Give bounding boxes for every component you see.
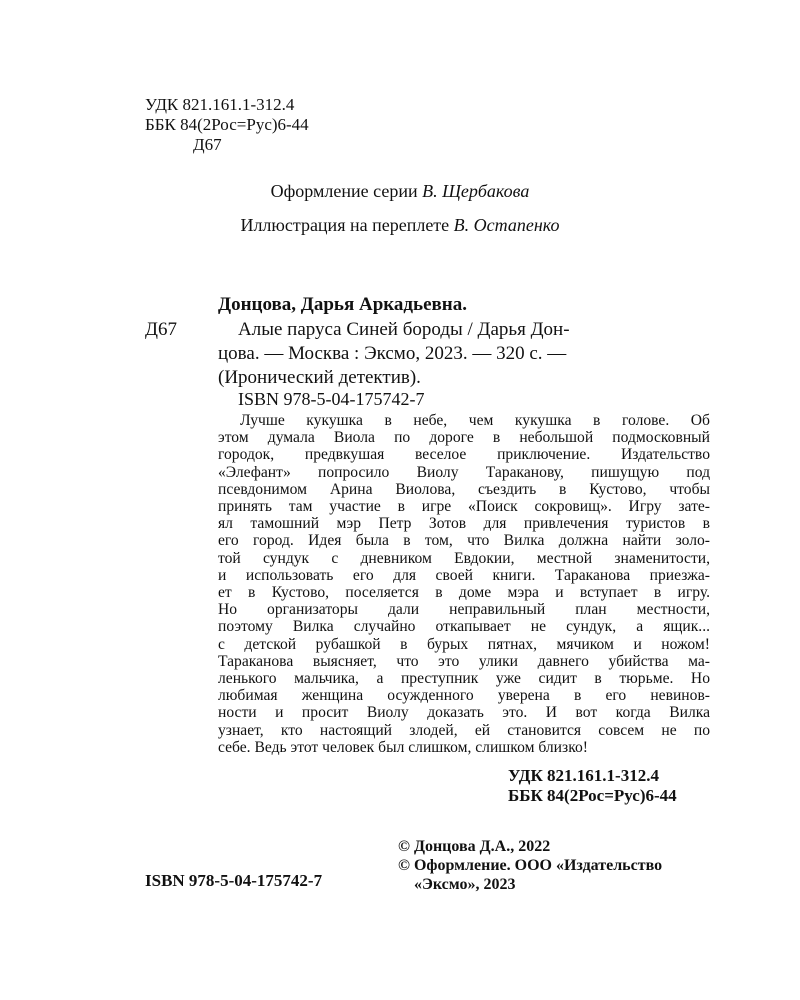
copyright-author: © Донцова Д.А., 2022 <box>398 838 551 855</box>
annotation-line: с детской рубашкой в бурых пятнах, мячиком и ножом! <box>218 635 710 653</box>
annotation-line: узнает, кто настоящий злодей, ей становится совсем не по <box>218 721 710 739</box>
annotation-line: ности и просит Виолу доказать это. И вот когда Вилка <box>218 704 710 722</box>
udk-code: УДК 821.161.1-312.4 <box>145 95 295 114</box>
author-name: Донцова, Дарья Аркадьевна. <box>218 294 467 315</box>
annotation-line: Лучше кукушка в небе, чем кукушка в голове. Об <box>240 412 710 429</box>
annotation-line: любимая женщина осужденного уверена в его невинов- <box>218 687 710 705</box>
record-author-code: Д67 <box>145 319 177 340</box>
series-design-credit <box>0 179 800 203</box>
copyright-design-cont: «Эксмо», 2023 <box>414 876 516 893</box>
annotation-line: Но организаторы дали неправильный план местности, <box>218 601 710 619</box>
annotation <box>218 412 710 756</box>
isbn-bottom: ISBN 978-5-04-175742-7 <box>145 871 323 890</box>
annotation-line: Тараканова выясняет, что это улики давнего убийства ма- <box>218 652 710 670</box>
bbk-code-bottom: ББК 84(2Рос=Рус)6-44 <box>508 786 677 805</box>
annotation-line: его город. Идея была в том, что Вилка должна найти золо- <box>218 532 710 550</box>
annotation-line: ял тамошний мэр Петр Зотов для привлечения туристов в <box>218 515 710 533</box>
annotation-line: «Элефант» попросило Виолу Тараканову, пишущую под <box>218 463 710 481</box>
annotation-line: городок, предвкушая веселое приключение. Издательство <box>218 446 710 464</box>
bbk-code: ББК 84(2Рос=Рус)6-44 <box>145 115 309 134</box>
annotation-line: этом думала Виола по дороге в небольшой подмосковный <box>218 429 710 447</box>
copyright-design: © Оформление. ООО «Издательство <box>398 857 663 874</box>
cover-illustration-name: В. Остапенко <box>453 215 560 235</box>
annotation-line: ленького мальчика, а преступник уже сидит в тюрьме. Но <box>218 670 710 688</box>
udk-code-bottom: УДК 821.161.1-312.4 <box>508 766 659 785</box>
annotation-line: псевдонимом Арина Виолова, съездить в Кустово, чтобы <box>218 480 710 498</box>
annotation-line: поэтому Вилка случайно откапывает не сундук, а ящик... <box>218 618 710 636</box>
annotation-line: себе. Ведь этот человек был слишком, слишком близко! <box>218 738 588 756</box>
cover-illustration-label: Иллюстрация на переплете <box>240 215 450 235</box>
author-sign-code: Д67 <box>193 135 222 154</box>
description-line: (Иронический детектив). <box>218 367 421 388</box>
description-line: цова. — Москва : Эксмо, 2023. — 320 с. — <box>218 343 567 364</box>
description-line: Алые паруса Синей бороды / Дарья Дон- <box>238 319 570 340</box>
annotation-line: той сундук с дневником Евдокии, местной знаменитости, <box>218 549 710 567</box>
annotation-line: принять там участие в игре «Поиск сокровищ». Игру зате- <box>218 498 710 516</box>
isbn-record: ISBN 978-5-04-175742-7 <box>238 389 425 409</box>
annotation-line: ет в Кустово, поселяется в доме мэра и вступает в игру. <box>218 584 710 602</box>
series-design-name: В. Щербакова <box>422 181 530 201</box>
annotation-line: и использовать его для своей книги. Тараканова приезжа- <box>218 566 710 584</box>
bibliographic-description <box>218 318 710 390</box>
cover-illustration-credit <box>0 213 800 237</box>
series-design-label: Оформление серии <box>270 181 418 201</box>
